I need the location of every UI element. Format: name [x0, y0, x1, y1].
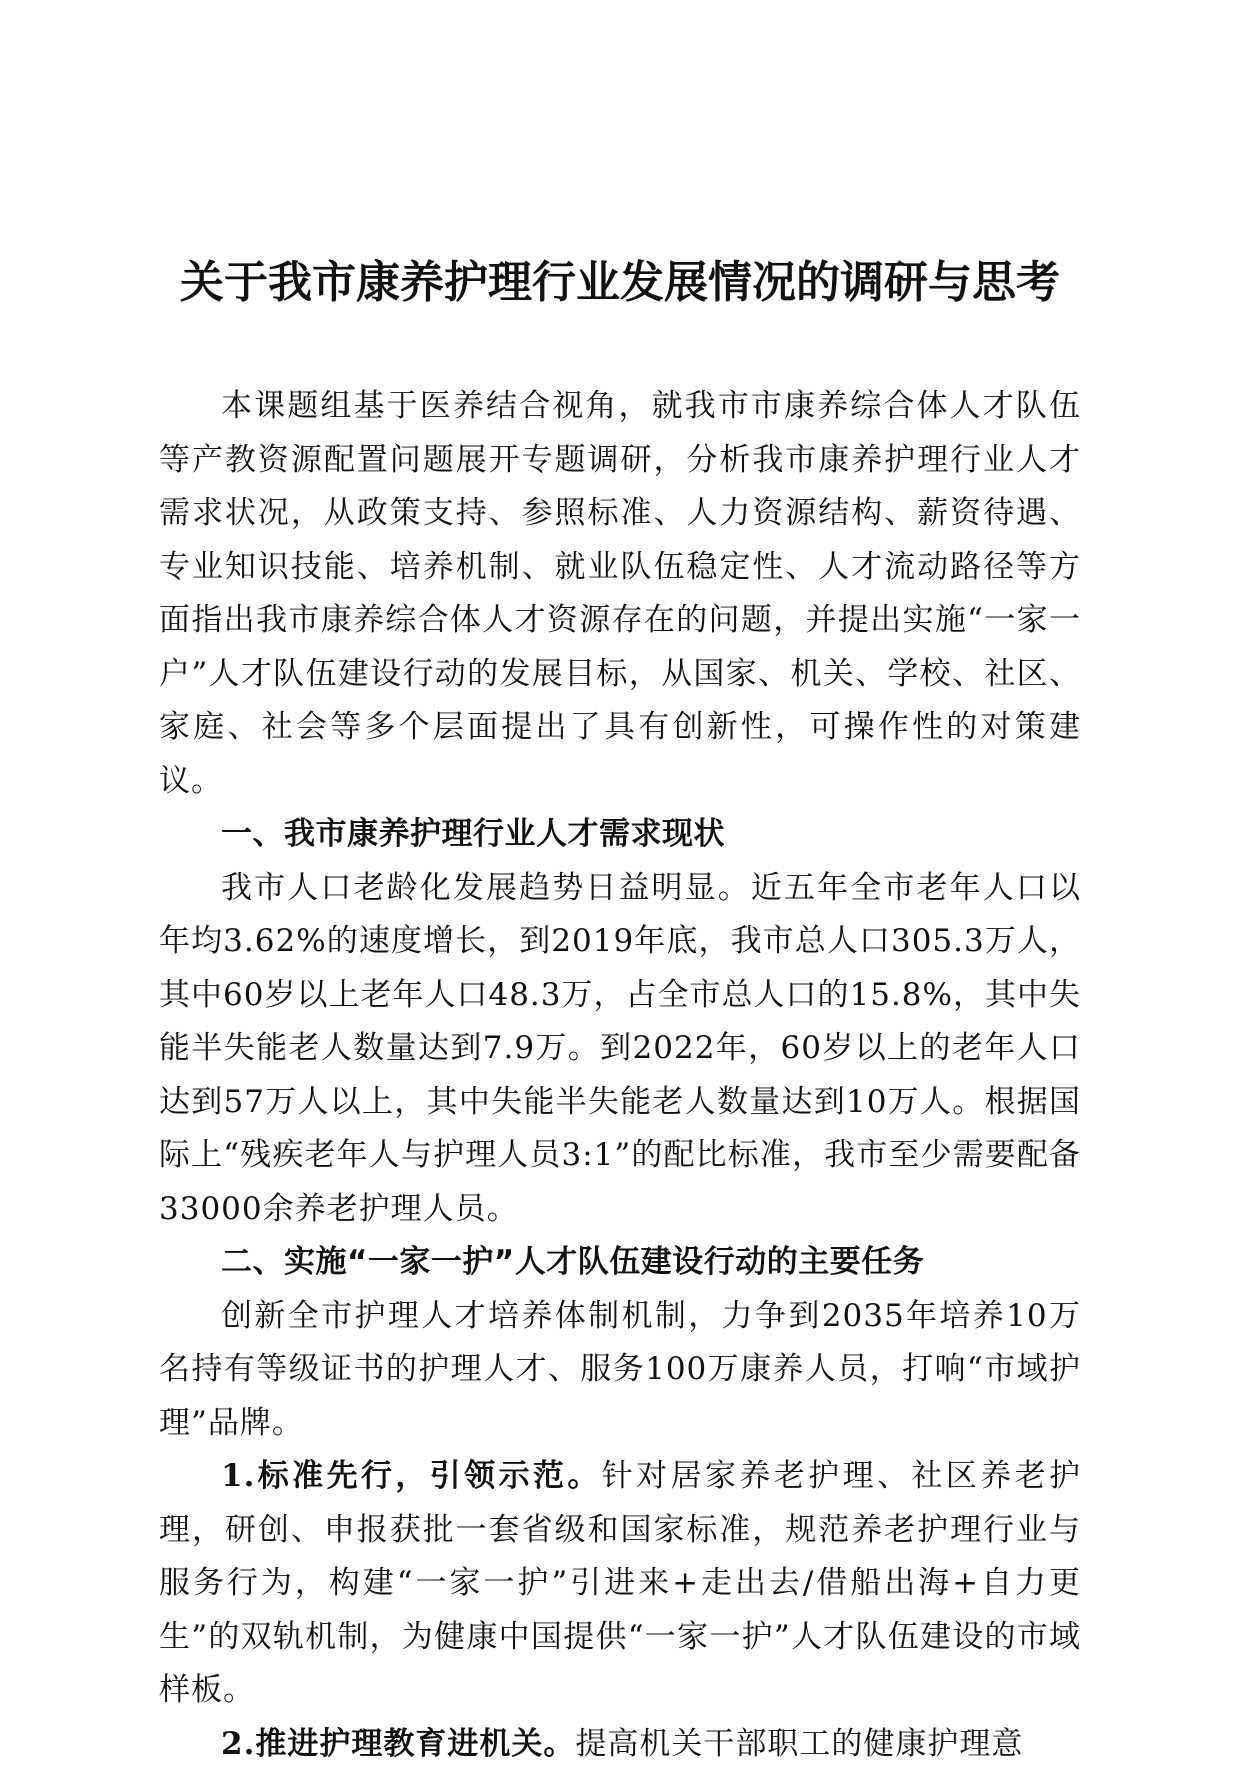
item-1-body: 针对居家养老护理、社区养老护理，研创、申报获批一套省级和国家标准，规范养老护理行业与服务行为，构建“一家一护”引进来+走出去/借船出海+自力更生”的双轨机制，为健康中国提供“一家一护”人才队伍建设的市域样板。: [159, 1458, 1081, 1708]
item-1-lead: 1.标准先行，引领示范。: [221, 1458, 602, 1494]
document-title: 关于我市康养护理行业发展情况的调研与思考: [159, 253, 1081, 313]
section-2-heading: 二、实施“一家一护”人才队伍建设行动的主要任务: [159, 1236, 1081, 1290]
section-2-paragraph: 创新全市护理人才培养体制机制，力争到2035年培养10万名持有等级证书的护理人才、服务100万康养人员，打响“市域护理”品牌。: [159, 1290, 1081, 1451]
document-body: [159, 380, 1081, 1771]
section-1-paragraph: 我市人口老龄化发展趋势日益明显。近五年全市老年人口以年均3.62%的速度增长，到2019年底，我市总人口305.3万人，其中60岁以上老年人口48.3万，占全市总人口的15.8%，其中失能半失能老人数量达到7.9万。到2022年，60岁以上的老年人口达到57万人以上，其中失能半失能老人数量达到10万人。根据国际上“残疾老年人与护理人员3:1”的配比标准，我市至少需要配备33000余养老护理人员。: [159, 862, 1081, 1237]
item-1-paragraph: [159, 1450, 1081, 1718]
item-2-body: 提高机关干部职工的健康护理意: [575, 1726, 1023, 1762]
section-1-heading: 一、我市康养护理行业人才需求现状: [159, 808, 1081, 862]
item-2-paragraph: [159, 1718, 1081, 1771]
item-2-lead: 2.推进护理教育进机关。: [221, 1726, 575, 1762]
document-page: [159, 0, 1081, 1754]
intro-paragraph: 本课题组基于医养结合视角，就我市市康养综合体人才队伍等产教资源配置问题展开专题调研，分析我市康养护理行业人才需求状况，从政策支持、参照标准、人力资源结构、薪资待遇、专业知识技能、培养机制、就业队伍稳定性、人才流动路径等方面指出我市康养综合体人才资源存在的问题，并提出实施“一家一户”人才队伍建设行动的发展目标，从国家、机关、学校、社区、家庭、社会等多个层面提出了具有创新性，可操作性的对策建议。: [159, 380, 1081, 808]
